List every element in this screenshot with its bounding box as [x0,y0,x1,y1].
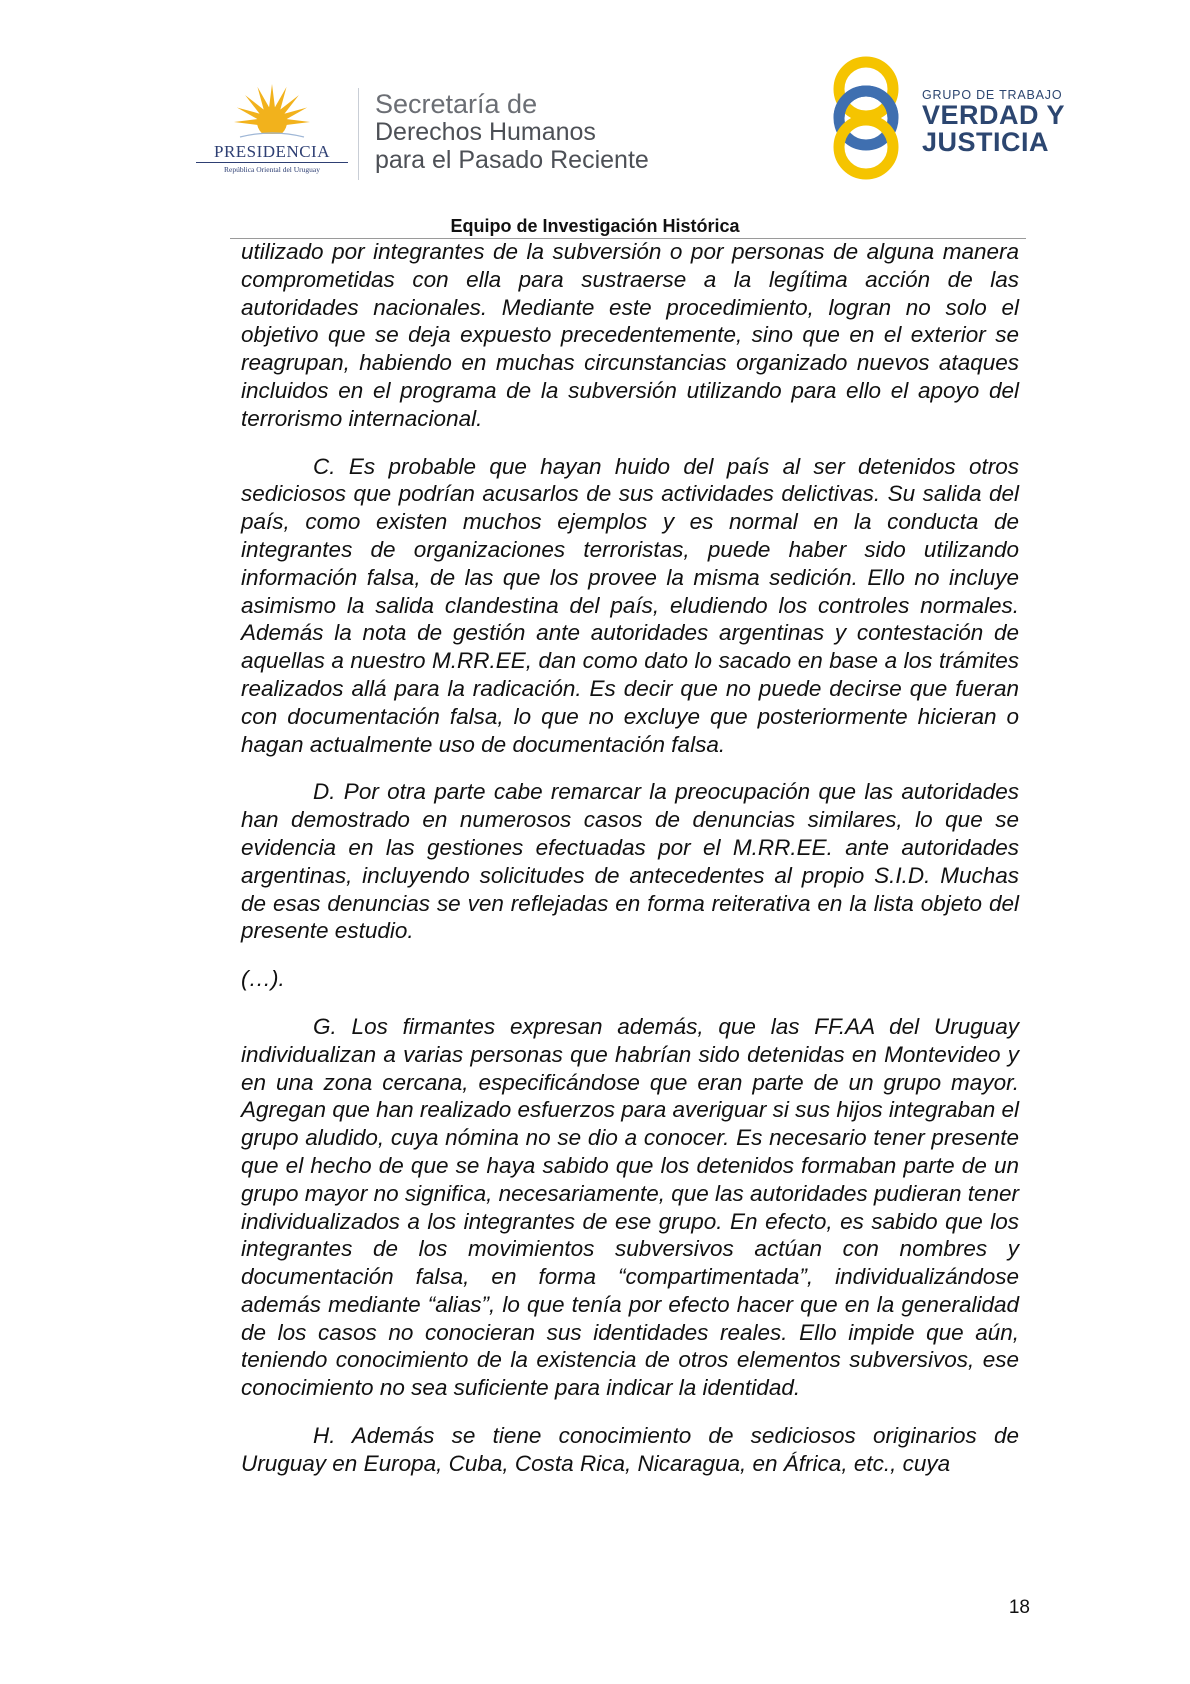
paragraph-ellipsis: (…). [241,966,285,992]
presidencia-rule [196,162,348,163]
grupo-line-2: VERDAD Y [922,100,1066,130]
presidencia-subtitle: República Oriental del Uruguay [223,165,320,174]
paragraph-continuation: utilizado por integrantes de la subversión o por personas de alguna manera comprometidas con ella para sustraerse a la legítima acción de las autoridades nacionales. Mediante este procedimiento, logran no solo el objetivo que se deja expuesto precedentemente, sino que en el exterior se reagrupan, habiendo en muchas circunstancias organizado nuevos ataques incluidos en el programa de la subversión utilizando para ello el apoyo del terrorismo internacional. [241,239,1019,431]
paragraph-g: G. Los firmantes expresan además, que las FF.AA del Uruguay individualizan a varias personas que habrían sido detenidas en Montevideo y en una zona cercana, especificándose que eran parte de un grupo mayor. Agregan que han realizado esfuerzos para averiguar si sus hijos integraban el grupo aludido, cuya nómina no se dio a conocer. Es necesario tener presente que el hecho de que se haya sabido que los detenidos formaban parte de un grupo mayor no significa, necesariamente, que las autoridades pudieran tener individualizados a los integrantes de ese grupo. En efecto, es sabido que los integrantes de los movimientos subversivos actúan con nombres y documentación falsa, en forma “compartimentada”, individualizándose además mediante “alias”, lo que tenía por efecto hacer que en la generalidad de los casos no conocieran sus identidades reales. Ello impide que aún, teniendo conocimiento de la existencia de otros elementos subversivos, ese conocimiento no sea suficiente para indicar la identidad. [241,1013,1019,1401]
secretaria-logo-text [375,90,705,174]
verdad-justicia-rings-icon [820,56,912,180]
presidencia-logo [196,82,348,182]
grupo-line-3: JUSTICIA [922,127,1050,157]
paragraph-h: H. Además se tiene conocimiento de sediciosos originarios de Uruguay en Europa, Cuba, Costa Rica, Nicaragua, en África, etc., cuya [241,1423,1019,1476]
page-number: 18 [1008,1597,1030,1618]
secretaria-line-3: para el Pasado Reciente [375,146,649,174]
team-title: Equipo de Investigación Histórica [450,216,740,236]
page-header [0,0,1190,236]
header-divider [358,88,359,180]
presidencia-title: PRESIDENCIA [213,142,330,161]
secretaria-line-2: Derechos Humanos [375,118,596,146]
verdad-justicia-logo-text [922,88,1065,156]
secretaria-line-1: Secretaría de [375,89,538,119]
grupo-line-1: GRUPO DE TRABAJO [922,88,1063,102]
document-body [241,238,1019,1498]
paragraph-d: D. Por otra parte cabe remarcar la preocupación que las autoridades han demostrado en numerosos casos de denuncias similares, lo que se evidencia en las gestiones efectuadas por el M.RR.EE. ante autoridades argentinas, incluyendo solicitudes de antecedentes al propio S.I.D. Muchas de esas denuncias se ven reflejadas en forma reiterativa en la lista objeto del presente estudio. [241,779,1019,944]
paragraph-c: C. Es probable que hayan huido del país al ser detenidos otros sediciosos que podrían acusarlos de sus actividades delictivas. Su salida del país, como existen muchos ejemplos y es normal en la conducta de integrantes de organizaciones terroristas, puede haber sido utilizando información falsa, de las que los provee la misma sedición. Ello no incluye asimismo la salida clandestina del país, eludiendo los controles normales. Además la nota de gestión ante autoridades argentinas y contestación de aquellas a nuestro M.RR.EE, dan como dato lo sacado en base a los trámites realizados allá para la radicación. Es decir que no puede decirse que fueran con documentación falsa, lo que no excluye que posteriormente hicieran o hagan actualmente uso de documentación falsa. [241,453,1019,757]
